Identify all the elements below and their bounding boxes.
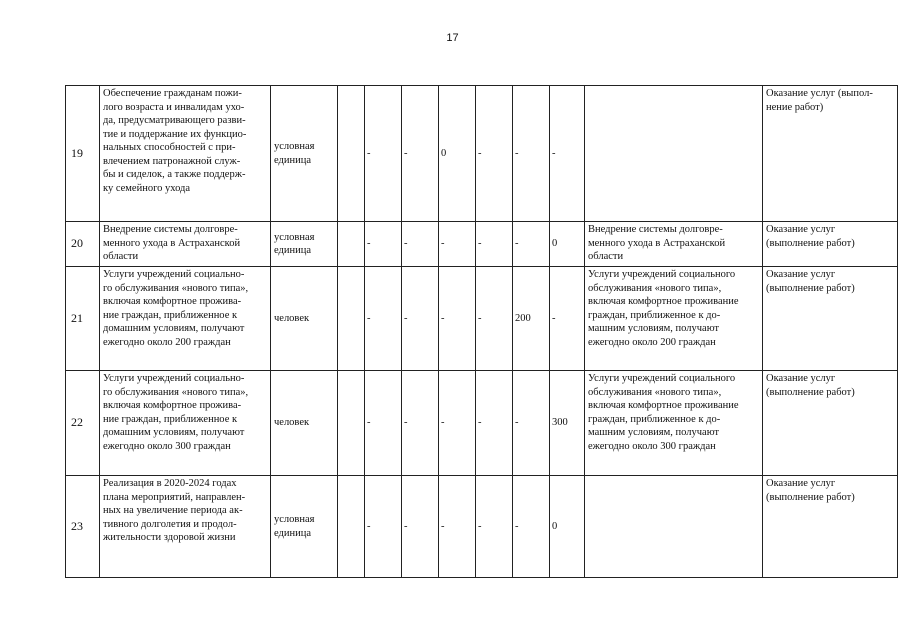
result-cell: Внедрение системы долговре- менного ухода в Астраханской области — [585, 222, 763, 267]
value-cell: - — [365, 222, 402, 267]
value-cell: 0 — [550, 222, 585, 267]
row-number-cell: 22 — [66, 371, 100, 476]
value-cell: - — [402, 86, 439, 222]
result-cell: Услуги учреждений социального обслуживания «нового типа», включая комфортное проживание граждан, приближенное к до- машним условиям, получают ежегодно около 200 граждан — [585, 267, 763, 371]
result-cell: Услуги учреждений социального обслуживания «нового типа», включая комфортное проживание граждан, приближенное к до- машним условиям, получают ежегодно около 300 граждан — [585, 371, 763, 476]
value-cell: - — [476, 476, 513, 578]
value-cell: 200 — [513, 267, 550, 371]
page-number: 17 — [446, 32, 459, 44]
unit-cell: человек — [271, 371, 338, 476]
value-cell: - — [439, 222, 476, 267]
value-cell: 0 — [439, 86, 476, 222]
value-cell: - — [476, 222, 513, 267]
unit-cell: условная единица — [271, 222, 338, 267]
value-cell — [338, 476, 365, 578]
measure-name-cell: Внедрение системы долговре- менного ухода в Астраханской области — [100, 222, 271, 267]
result-cell — [585, 86, 763, 222]
value-cell: - — [365, 476, 402, 578]
row-number-cell: 20 — [66, 222, 100, 267]
measure-name-cell: Обеспечение гражданам пожи- лого возраста и инвалидам ухо- да, предусматривающего разви- тие и поддержание их функцио- нальных способностей с при- влечением патронажной служ- бы и сиделок, а также поддерж- ку семейного ухода — [100, 86, 271, 222]
value-cell: - — [439, 476, 476, 578]
value-cell: - — [402, 267, 439, 371]
unit-cell: условная единица — [271, 476, 338, 578]
measure-name-cell: Реализация в 2020-2024 годах плана мероприятий, направлен- ных на увеличение периода ак- тивного долголетия и продол- жительности здоровой жизни — [100, 476, 271, 578]
value-cell: - — [550, 267, 585, 371]
table-row — [66, 222, 898, 267]
value-cell: - — [513, 371, 550, 476]
value-cell: - — [476, 86, 513, 222]
value-cell — [338, 86, 365, 222]
value-cell — [338, 222, 365, 267]
table-row — [66, 267, 898, 371]
result-cell — [585, 476, 763, 578]
type-cell: Оказание услуг (выполнение работ) — [763, 476, 898, 578]
unit-cell: условная единица — [271, 86, 338, 222]
value-cell: - — [550, 86, 585, 222]
value-cell: - — [439, 371, 476, 476]
measure-name-cell: Услуги учреждений социально- го обслуживания «нового типа», включая комфортное прожива- ние граждан, приближенное к домашним условиям, получают ежегодно около 200 граждан — [100, 267, 271, 371]
value-cell: - — [365, 267, 402, 371]
value-cell — [338, 267, 365, 371]
value-cell: 300 — [550, 371, 585, 476]
value-cell — [338, 371, 365, 476]
value-cell: - — [402, 476, 439, 578]
measures-table — [65, 85, 898, 578]
row-number-cell: 23 — [66, 476, 100, 578]
value-cell: - — [513, 222, 550, 267]
value-cell: - — [402, 222, 439, 267]
value-cell: - — [439, 267, 476, 371]
type-cell: Оказание услуг (выполнение работ) — [763, 267, 898, 371]
value-cell: - — [365, 86, 402, 222]
value-cell: - — [476, 371, 513, 476]
table-row — [66, 476, 898, 578]
value-cell: - — [402, 371, 439, 476]
value-cell: - — [513, 476, 550, 578]
table-row — [66, 86, 898, 222]
table-row — [66, 371, 898, 476]
type-cell: Оказание услуг (выпол- нение работ) — [763, 86, 898, 222]
value-cell: - — [513, 86, 550, 222]
value-cell: - — [365, 371, 402, 476]
type-cell: Оказание услуг (выполнение работ) — [763, 371, 898, 476]
row-number-cell: 21 — [66, 267, 100, 371]
type-cell: Оказание услуг (выполнение работ) — [763, 222, 898, 267]
measure-name-cell: Услуги учреждений социально- го обслуживания «нового типа», включая комфортное прожива- ние граждан, приближенное к домашним условиям, получают ежегодно около 300 граждан — [100, 371, 271, 476]
unit-cell: человек — [271, 267, 338, 371]
row-number-cell: 19 — [66, 86, 100, 222]
value-cell: 0 — [550, 476, 585, 578]
value-cell: - — [476, 267, 513, 371]
